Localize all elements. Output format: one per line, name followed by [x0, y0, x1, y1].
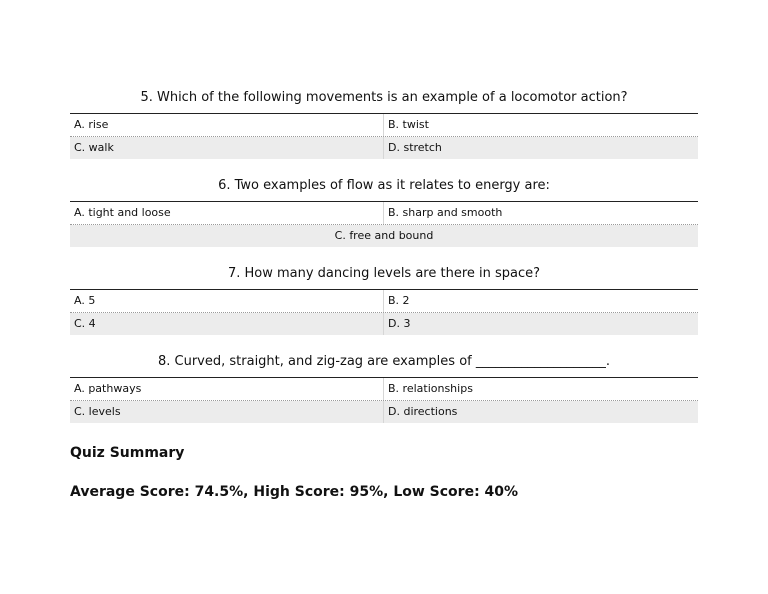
low-score-label: Low Score:: [393, 484, 485, 500]
summary-title: Quiz Summary: [70, 445, 185, 461]
answer-option-d[interactable]: D. 3: [388, 317, 411, 330]
average-score-label: Average Score:: [70, 484, 195, 500]
answer-row: [70, 225, 698, 247]
answer-option-a[interactable]: A. pathways: [70, 378, 384, 400]
average-score-value: 74.5%: [194, 484, 244, 500]
answer-row: [70, 401, 698, 423]
low-score-value: 40%: [484, 484, 519, 500]
answer-option-a[interactable]: A. tight and loose: [70, 202, 384, 224]
question-6: [70, 178, 698, 247]
high-score-value: 95%: [349, 484, 384, 500]
quiz-questions: [70, 90, 698, 442]
high-score-label: High Score:: [253, 484, 350, 500]
answer-option-c[interactable]: C. free and bound: [334, 229, 434, 242]
answer-option-b[interactable]: B. twist: [388, 118, 429, 131]
answer-option-a[interactable]: A. 5: [70, 290, 384, 312]
answer-row: [70, 290, 698, 313]
answer-option-b[interactable]: B. 2: [388, 294, 410, 307]
quiz-summary: [70, 443, 698, 502]
answer-row: [70, 202, 698, 225]
answer-row: [70, 378, 698, 401]
answer-row: [70, 137, 698, 159]
answer-table: [70, 201, 698, 247]
answer-option-c[interactable]: C. levels: [70, 401, 384, 423]
answer-option-a[interactable]: A. rise: [70, 114, 384, 136]
score-line: [70, 482, 698, 502]
separator: ,: [383, 484, 394, 500]
question-title: 8. Curved, straight, and zig-zag are examples of ____________________.: [157, 354, 610, 369]
question-8: [70, 354, 698, 423]
answer-table: [70, 377, 698, 423]
answer-row: [70, 114, 698, 137]
question-title: 7. How many dancing levels are there in space?: [227, 266, 541, 281]
question-title: 6. Two examples of flow as it relates to energy are:: [218, 178, 550, 193]
answer-option-b[interactable]: B. relationships: [388, 382, 473, 395]
answer-row: [70, 313, 698, 335]
answer-table: [70, 289, 698, 335]
answer-option-c[interactable]: C. 4: [70, 313, 384, 335]
answer-option-c[interactable]: C. walk: [70, 137, 384, 159]
question-7: [70, 266, 698, 335]
separator: ,: [243, 484, 254, 500]
answer-option-b[interactable]: B. sharp and smooth: [388, 206, 503, 219]
answer-option-d[interactable]: D. directions: [388, 405, 458, 418]
question-5: [70, 90, 698, 159]
answer-option-d[interactable]: D. stretch: [388, 141, 442, 154]
answer-table: [70, 113, 698, 159]
question-title: 5. Which of the following movements is an example of a locomotor action?: [140, 90, 628, 105]
